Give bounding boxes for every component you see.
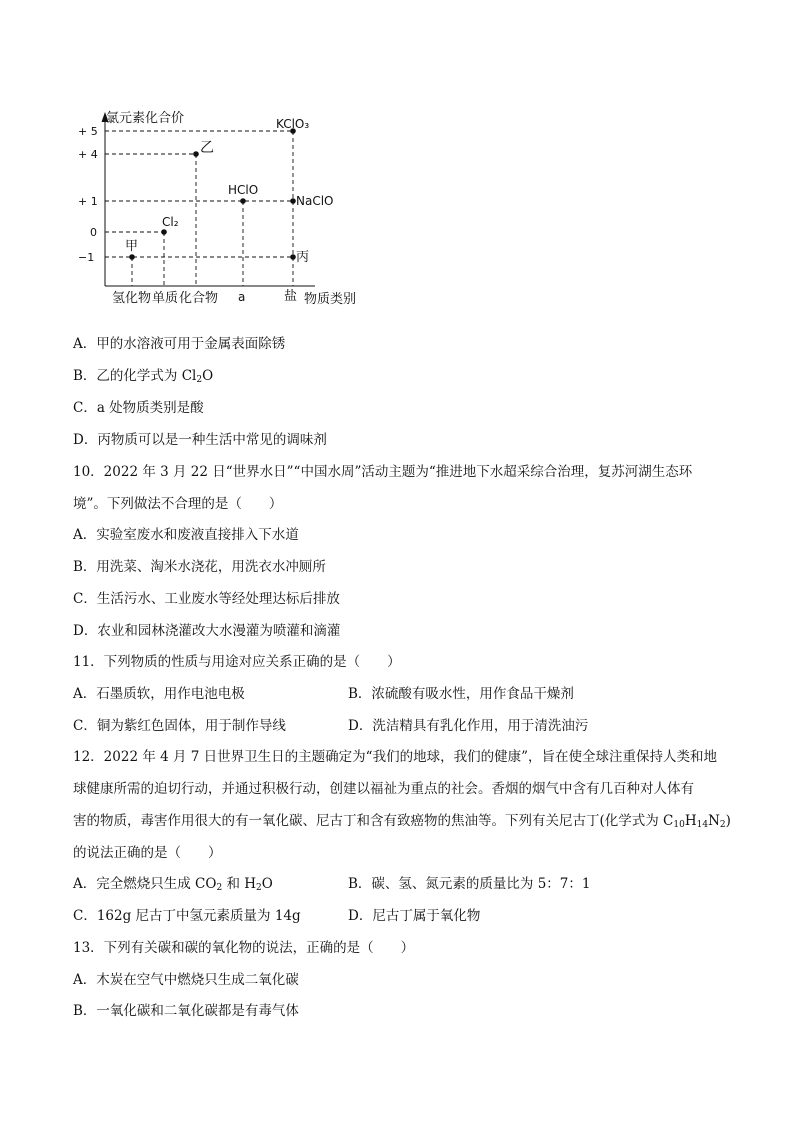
x-category: 单质	[152, 291, 179, 306]
y-tick: 0	[90, 226, 97, 239]
point-jia	[129, 254, 135, 260]
point-label: 甲	[125, 239, 139, 254]
q12-option-c: C．162g 尼古丁中氢元素质量为 14g	[73, 908, 301, 924]
diagram-svg	[70, 100, 370, 315]
x-axis-title: 物质类别	[304, 292, 357, 307]
q10-option-b: B．用洗菜、淘米水浇花，用洗衣水冲厕所	[73, 559, 326, 575]
point-cl2	[161, 229, 167, 235]
q9-option-c: C．a 处物质类别是酸	[73, 400, 204, 416]
x-category: 氢化物	[112, 291, 152, 306]
q12-option-b: B．碳、氢、氮元素的质量比为 5：7：1	[348, 876, 591, 892]
q12-stem-line3: 害的物质，毒害作用很大的有一氧化碳、尼古丁和含有致癌物的焦油等。下列有关尼古丁(化学式为 $C_{10}H_{14}N_2$)	[73, 813, 731, 830]
chlorine-valence-diagram	[70, 100, 370, 315]
x-category: 化合物	[179, 291, 219, 306]
point-label: HClO	[228, 183, 259, 197]
point-label: 乙	[200, 140, 214, 156]
y-tick: + 1	[78, 195, 98, 208]
q13-option-b: B．一氧化碳和二氧化碳都是有毒气体	[73, 1003, 299, 1019]
q12-option-d: D．尼古丁属于氧化物	[348, 908, 481, 924]
q11-option-c: C．铜为紫红色固体，用于制作导线	[73, 718, 286, 734]
point-yi	[193, 151, 199, 157]
q9-option-d: D．丙物质可以是一种生活中常见的调味剂	[73, 432, 327, 448]
point-hclo	[240, 198, 246, 204]
q11-option-d: D．洗洁精具有乳化作用，用于清洗油污	[348, 718, 589, 734]
point-label: NaClO	[296, 194, 334, 208]
q9-option-a: A．甲的水溶液可用于金属表面除锈	[73, 336, 286, 352]
q12-stem-line1: 12．2022 年 4 月 7 日世界卫生日的主题确定为“我们的地球，我们的健康”，旨在使全球注重保持人类和地	[73, 749, 717, 765]
q10-stem-line2: 境”。下列做法不合理的是（ ）	[73, 496, 283, 512]
q11-stem: 11．下列物质的性质与用途对应关系正确的是（ ）	[73, 654, 401, 670]
q10-option-a: A．实验室废水和废液直接排入下水道	[73, 527, 299, 543]
q11-option-a: A．石墨质软，用作电池电极	[73, 686, 245, 702]
q12-stem-line4: 的说法正确的是（ ）	[73, 845, 222, 861]
q12-stem-line2: 球健康所需的迫切行动，并通过积极行动，创建以福祉为重点的社会。香烟的烟气中含有几百种对人体有	[73, 781, 694, 797]
q11-option-b: B．浓硫酸有吸水性，用作食品干燥剂	[348, 686, 574, 702]
y-axis-title: 氯元素化合价	[106, 111, 185, 126]
q10-stem-line1: 10．2022 年 3 月 22 日“世界水日”“中国水周”活动主题为“推进地下水超采综合治理，复苏河湖生态环	[73, 464, 693, 480]
y-tick: + 4	[78, 148, 98, 161]
q12-option-a: A．完全燃烧只生成 $CO_2$ 和 $H_2O$	[73, 876, 273, 893]
guide-lines	[105, 131, 293, 286]
point-naclo	[290, 198, 296, 204]
point-label: 丙	[296, 250, 310, 265]
y-tick: −1	[78, 251, 95, 264]
y-tick: + 5	[78, 125, 98, 138]
point-bing	[290, 254, 296, 260]
q13-stem: 13．下列有关碳和碳的氧化物的说法，正确的是（ ）	[73, 940, 415, 956]
point-label: Cl₂	[162, 215, 179, 229]
q10-option-d: D．农业和园林浇灌改大水漫灌为喷灌和滴灌	[73, 623, 341, 639]
x-category: a	[238, 290, 246, 304]
q9-option-b: B．乙的化学式为 $Cl_2O$	[73, 368, 214, 385]
point-label: KClO₃	[276, 117, 310, 131]
q13-option-a: A．木炭在空气中燃烧只生成二氧化碳	[73, 972, 299, 988]
q10-option-c: C．生活污水、工业废水等经处理达标后排放	[73, 591, 340, 607]
x-category: 盐	[284, 289, 298, 304]
